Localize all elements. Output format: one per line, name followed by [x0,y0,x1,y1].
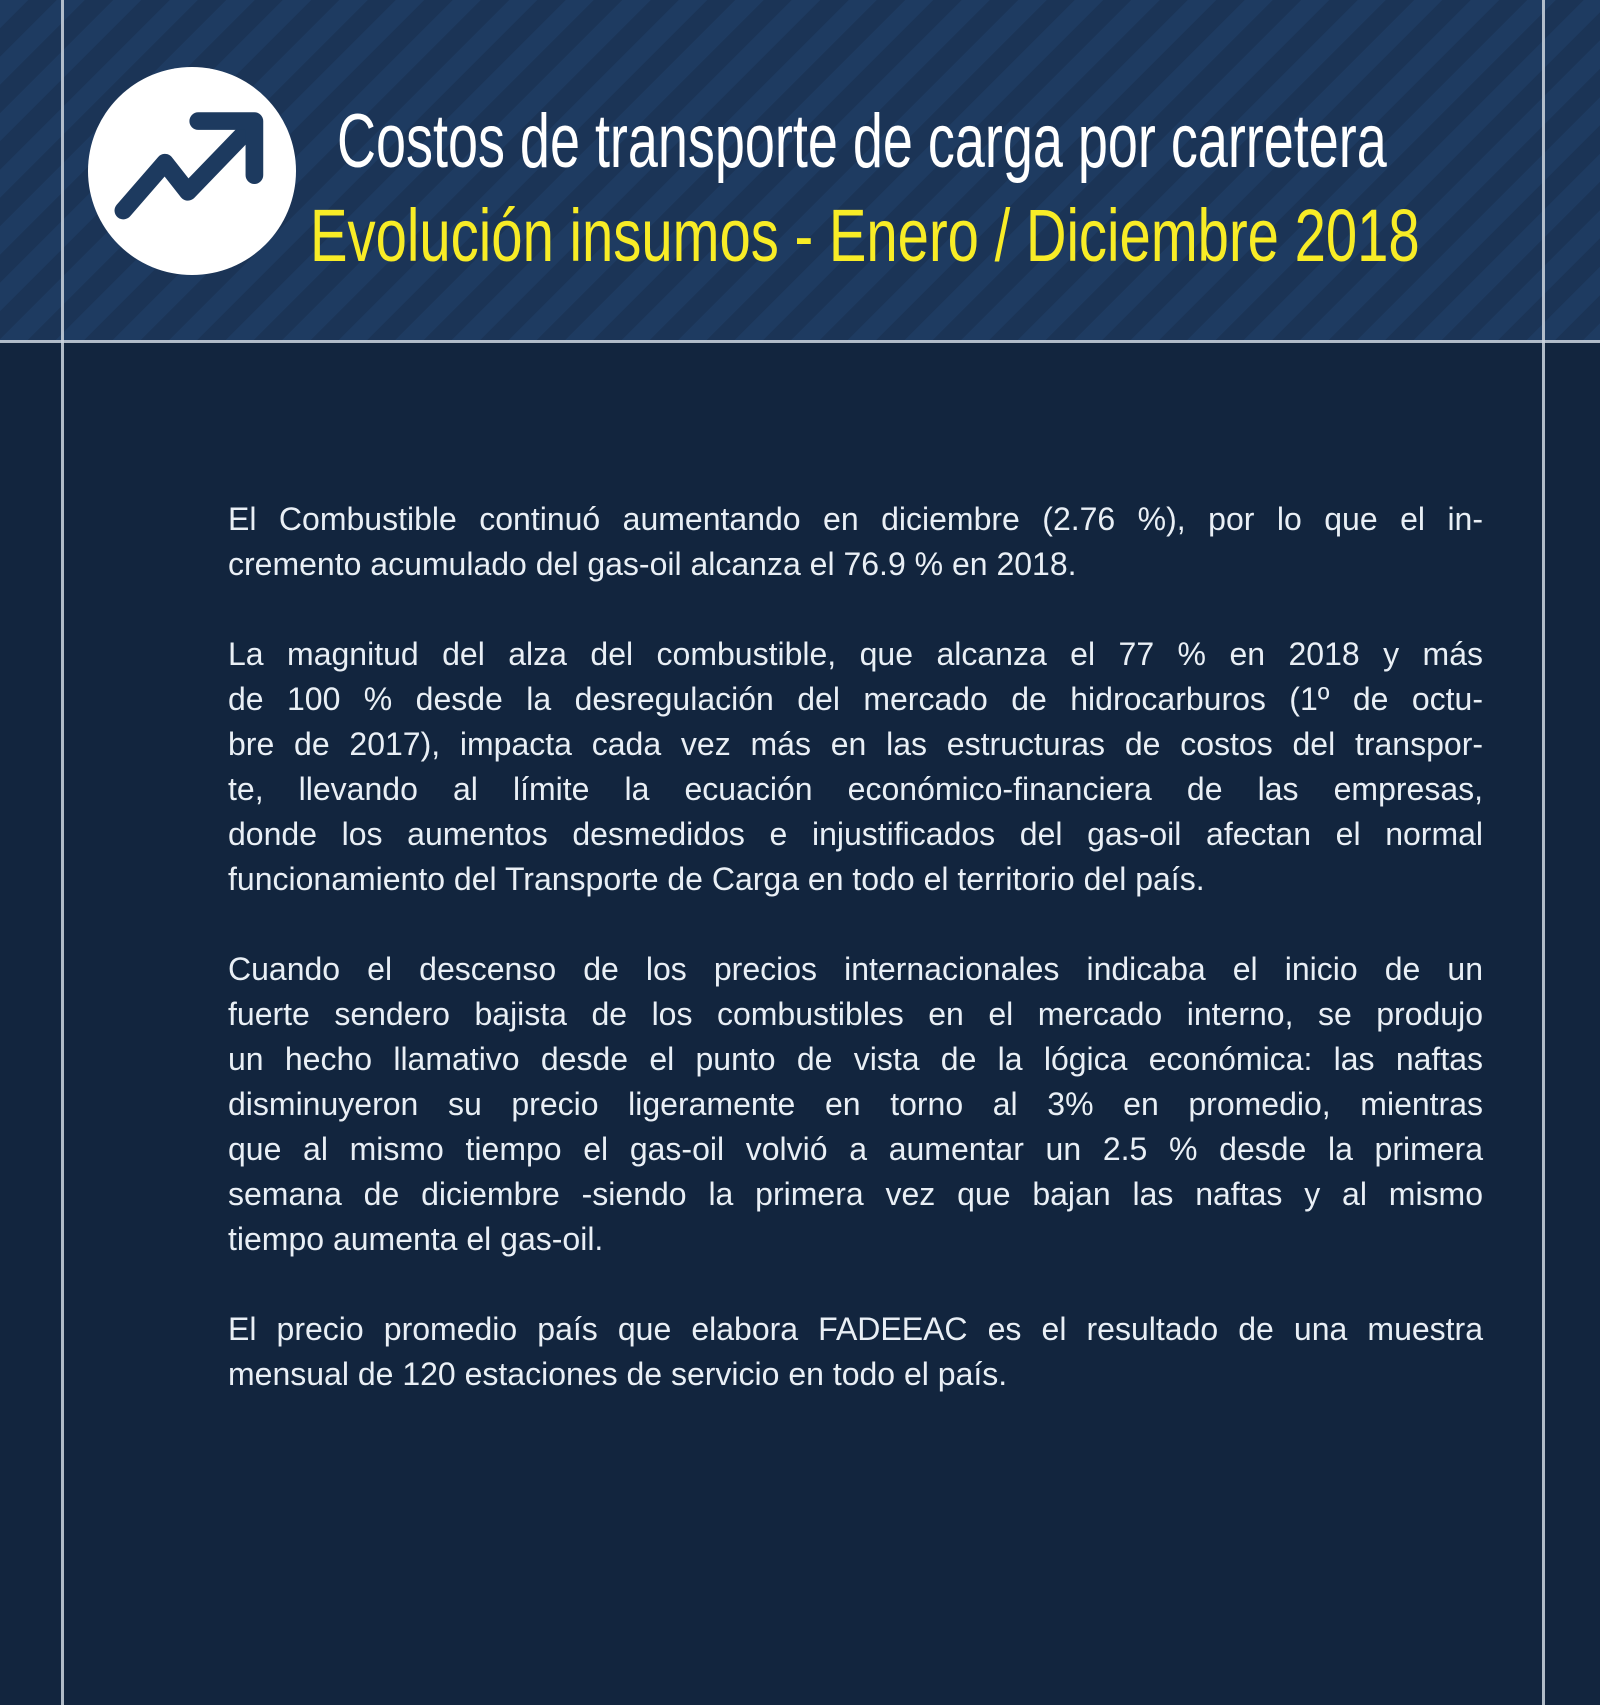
paragraph-line: donde los aumentos desmedidos e injustificados del gas-oil afectan el normal [228,816,1483,852]
paragraph-line: semana de diciembre -siendo la primera vez que bajan las naftas y al mismo [228,1176,1483,1212]
paragraph-line: te, llevando al límite la ecuación económico-financiera de las empresas, [228,771,1483,807]
header-banner [0,0,1600,342]
paragraph-line: Cuando el descenso de los precios internacionales indicaba el inicio de un [228,951,1483,987]
left-border-line [61,0,64,1705]
article-body [228,497,1483,1397]
paragraph [228,632,1483,902]
header-divider-line [0,340,1600,343]
paragraph-line: El Combustible continuó aumentando en diciembre (2.76 %), por lo que el in- [228,501,1483,537]
paragraph-line: tiempo aumenta el gas-oil. [228,1221,604,1257]
trend-icon-circle [88,67,296,275]
paragraph-line: fuerte sendero bajista de los combustibles en el mercado interno, se produjo [228,996,1483,1032]
right-border-line [1542,0,1545,1705]
paragraph-line: bre de 2017), impacta cada vez más en las estructuras de costos del transpor- [228,726,1483,762]
paragraph-line: funcionamiento del Transporte de Carga en todo el territorio del país. [228,861,1205,897]
page-title: Costos de transporte de carga por carretera [337,99,1387,184]
paragraph-line: que al mismo tiempo el gas-oil volvió a aumentar un 2.5 % desde la primera [228,1131,1483,1167]
paragraph-line: mensual de 120 estaciones de servicio en todo el país. [228,1356,1008,1392]
paragraph [228,497,1483,587]
paragraph-line: La magnitud del alza del combustible, que alcanza el 77 % en 2018 y más [228,636,1483,672]
paragraph-line: El precio promedio país que elabora FADEEAC es el resultado de una muestra [228,1311,1483,1347]
paragraph [228,1307,1483,1397]
paragraph-line: de 100 % desde la desregulación del mercado de hidrocarburos (1º de octu- [228,681,1483,717]
paragraph [228,947,1483,1262]
paragraph-line: disminuyeron su precio ligeramente en torno al 3% en promedio, mientras [228,1086,1483,1122]
page-subtitle: Evolución insumos - Enero / Diciembre 2018 [310,194,1420,277]
paragraph-line: un hecho llamativo desde el punto de vista de la lógica económica: las naftas [228,1041,1483,1077]
paragraph-line: cremento acumulado del gas-oil alcanza el 76.9 % en 2018. [228,546,1077,582]
trending-up-icon [88,67,296,275]
